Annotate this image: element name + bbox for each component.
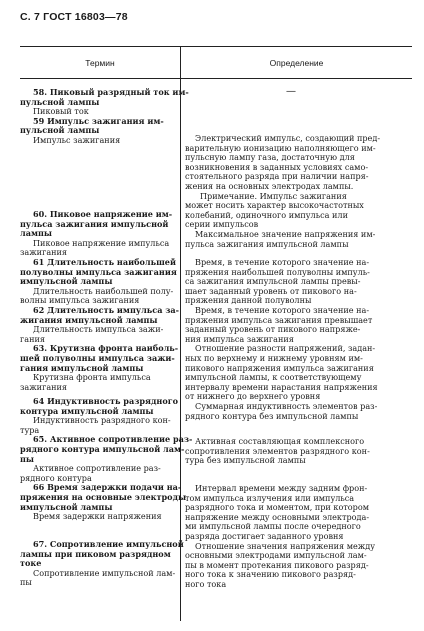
definition-line: са зажигания импульсной лампы превы-: [185, 276, 361, 287]
definition-line: шает заданный уровень от пикового на-: [185, 285, 357, 296]
term-line: пульсной лампы: [20, 125, 100, 136]
definition-line: стоятельного разряда при наличии напря-: [185, 171, 369, 182]
definition-line: возникновения в заданных условиях само-: [185, 161, 369, 172]
term-short: тура: [20, 424, 40, 435]
term-line: 64 Индуктивность разрядного: [33, 396, 179, 406]
definition-line: Интервал времени между задним фрон-: [195, 483, 368, 493]
column-header-term: Термин: [85, 58, 115, 68]
definition-line: пряжения импульса зажигания превышает: [185, 314, 373, 325]
term-short: Пиковый ток: [33, 106, 89, 117]
definition-line: разряда достигает заданного уровня: [185, 531, 344, 541]
term-short: Сопротивление импульсной лам-: [33, 567, 176, 578]
definition-line: пряжения данной полуволны: [185, 295, 312, 306]
definition-line: жения на основных электродах лампы.: [185, 181, 354, 191]
term-line: 62 Длительность импульса за-: [33, 305, 180, 315]
definition-line: Время, в течение которого значение на-: [195, 257, 370, 267]
definition-line: пульса зажигания импульсной лампы: [185, 238, 349, 249]
definition-line: Активная составляющая комплексного: [195, 436, 365, 446]
definition-line: Отношение разности напряжений, задан-: [195, 343, 376, 354]
term-short: рядного контура: [20, 472, 92, 483]
term-line: пульсной лампы: [20, 96, 100, 107]
definition-line: заданный уровень от пикового напряже-: [185, 324, 361, 335]
definition-line: импульсной лампы, к соответствующему: [185, 372, 362, 383]
term-short: Крутизна фронта импульса: [33, 372, 151, 383]
term-line: 59 Импульс зажигания им-: [33, 115, 164, 126]
term-line: шей полуволны импульса зажи-: [20, 353, 175, 363]
definition-line: том импульса излучения или импульса: [185, 492, 355, 503]
definition-line: ми импульсной лампы после очередного: [185, 521, 361, 532]
definition-line: пульсную лампу газа, достаточную для: [185, 152, 355, 163]
definition-line: основными электродами импульсной лам-: [185, 550, 367, 561]
definition-line: пы в момент протекания пикового разряд-: [185, 559, 369, 570]
definition-line: может носить характер высокочастотных: [185, 200, 364, 211]
column-divider: [180, 46, 181, 621]
term-short: Длительность наибольшей полу-: [33, 285, 174, 296]
definition-line: напряжение между основными электрода-: [185, 511, 370, 522]
term-line: гания импульсной лампы: [20, 362, 144, 373]
term-short: Пиковое напряжение импульса: [33, 237, 170, 248]
definition-line: ного тока: [185, 579, 227, 589]
definition-line: Суммарная индуктивность элементов раз-: [195, 401, 378, 411]
term-line: 67. Сопротивление импульсной: [33, 539, 184, 549]
term-short: гания: [20, 333, 45, 344]
table-top-rule: [20, 46, 412, 47]
definition-line: пикового напряжения импульса зажигания: [185, 362, 374, 373]
term-short: Время задержки напряжения: [33, 511, 162, 522]
term-line: жигания импульсной лампы: [20, 314, 158, 325]
definition-line: Примечание. Импульс зажигания: [200, 190, 347, 201]
page-header: С. 7 ГОСТ 16803—78: [20, 11, 128, 23]
definition-line: ных по верхнему и нижнему уровням им-: [185, 353, 363, 363]
definition-line: колебаний, одиночного импульса или: [185, 209, 348, 220]
term-line: пы: [20, 453, 35, 464]
term-line: 61 Длительность наибольшей: [33, 257, 176, 267]
term-short: зажигания: [20, 247, 68, 258]
term-line: импульсной лампы: [20, 501, 113, 512]
term-line: 63. Крутизна фронта наиболь-: [33, 343, 179, 354]
column-header-definition: Определение: [269, 58, 324, 68]
term-line: контура импульсной лампы: [20, 405, 154, 416]
definition-line: от нижнего до верхнего уровня: [185, 391, 321, 402]
term-line: рядного контура импульсной лам-: [20, 444, 185, 454]
term-line: лампы при пиковом разрядном: [20, 548, 171, 559]
definition-line: сопротивления элементов разрядного кон-: [185, 445, 370, 456]
term-short: пы: [20, 577, 32, 588]
definition-line: Отношение значения напряжения между: [195, 540, 375, 551]
definition-line: интервалу времени нарастания напряжения: [185, 381, 378, 392]
term-line: 65. Активное сопротивление раз-: [33, 434, 193, 445]
term-line: 66 Время задержки подачи на-: [33, 482, 182, 493]
definition-line: разрядного тока и моментом, при котором: [185, 502, 370, 513]
term-line: лампы: [20, 228, 53, 239]
definition-line: Максимальное значение напряжения им-: [195, 229, 376, 239]
definition-line: ния импульса зажигания: [185, 333, 294, 344]
definition-line: рядного контура без импульсной лампы: [185, 410, 359, 421]
term-short: Активное сопротивление раз-: [33, 463, 161, 474]
term-short: Индуктивность разрядного кон-: [33, 415, 171, 426]
table-head-rule: [20, 78, 412, 79]
term-line: пульса зажигания импульсной: [20, 218, 169, 229]
definition-line: ного тока к значению пикового разряд-: [185, 569, 356, 580]
term-line: токе: [20, 558, 42, 569]
definition-line: пряжения наибольшей полуволны импуль-: [185, 266, 370, 277]
term-line: 60. Пиковое напряжение им-: [33, 209, 173, 219]
term-line: 58. Пиковый разрядный ток им-: [33, 87, 189, 97]
definition-line: Время, в течение которого значение на-: [195, 305, 370, 315]
term-short: Импульс зажигания: [33, 135, 121, 145]
term-short: Длительность импульса зажи-: [33, 324, 164, 335]
term-short: зажигания: [20, 381, 68, 392]
term-line: полуволны импульса зажигания: [20, 266, 177, 277]
term-line: импульсной лампы: [20, 276, 113, 287]
definition-line: серии импульсов: [185, 219, 259, 230]
definition-line: тура без импульсной лампы: [185, 455, 306, 466]
term-line: пряжения на основные электроды: [20, 492, 187, 502]
definition-line: Электрический импульс, создающий пред-: [195, 133, 381, 143]
definition-line: варительную ионизацию наполняющего им-: [185, 142, 376, 153]
definition-dash: —: [286, 86, 296, 97]
term-short: волны импульса зажигания: [20, 295, 140, 306]
